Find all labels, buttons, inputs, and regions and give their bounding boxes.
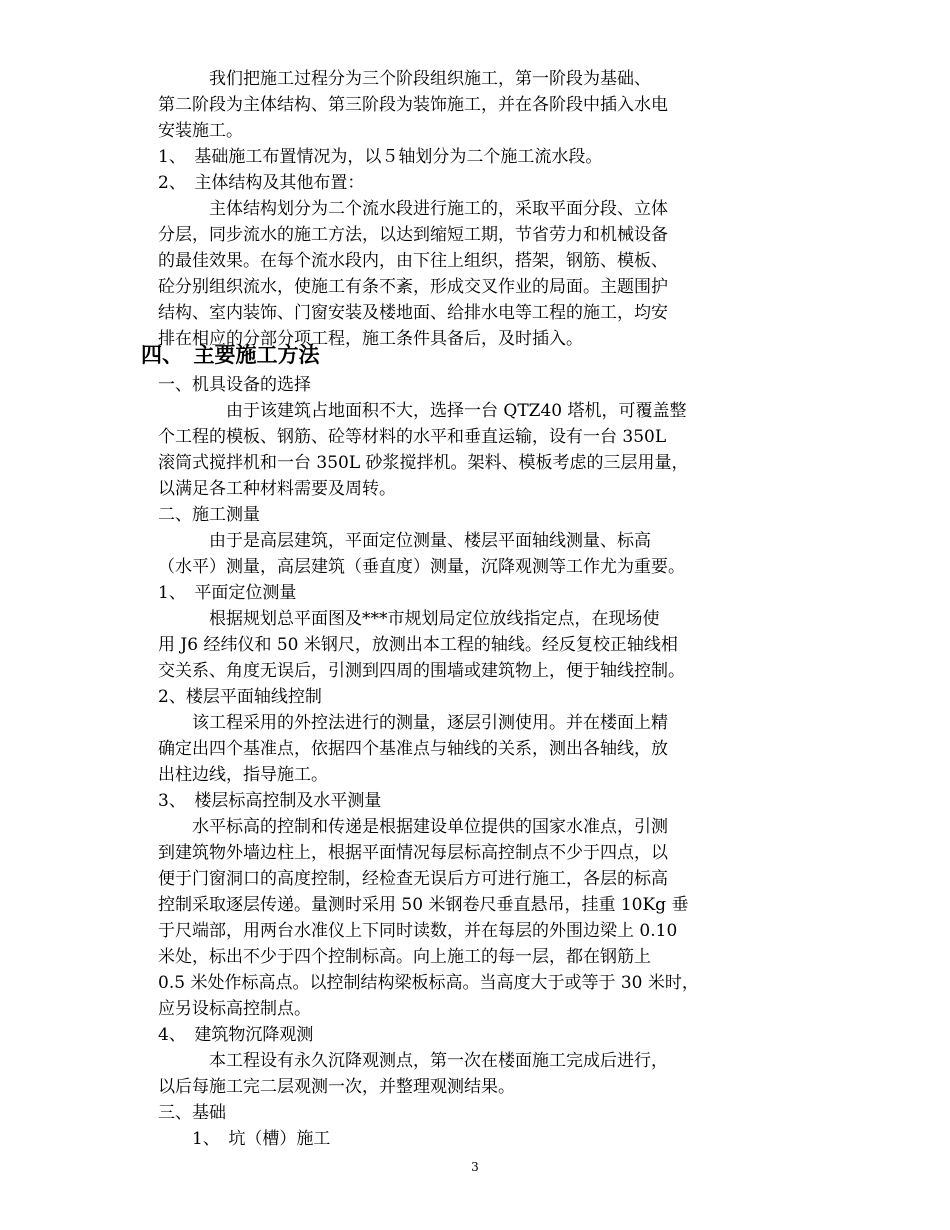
body-line: 该工程采用的外控法进行的测量，逐层引测使用。并在楼面上精 [158, 713, 668, 733]
body-line: 控制采取逐层传递。量测时采用 50 米钢卷尺垂直悬吊，挂重 10Kg 垂 [158, 895, 689, 915]
body-line: 由于是高层建筑，平面定位测量、楼层平面轴线测量、标高 [158, 531, 651, 551]
body-line: 二、施工测量 [158, 505, 260, 525]
body-line: 水平标高的控制和传递是根据建设单位提供的国家水准点，引测 [158, 817, 668, 837]
body-line: 便于门窗洞口的高度控制，经检查无误后方可进行施工，各层的标高 [158, 869, 668, 889]
body-line: 1、 平面定位测量 [158, 583, 297, 603]
body-line: 以后每施工完二层观测一次，并整理观测结果。 [158, 1077, 515, 1097]
body-line: 根据规划总平面图及***市规划局定位放线指定点，在现场使 [158, 609, 660, 629]
body-line: 1、 基础施工布置情况为，以５轴划分为二个施工流水段。 [158, 147, 603, 167]
body-line: 于尺端部，用两台水准仪上下同时读数，并在每层的外围边梁上 0.10 [158, 921, 678, 941]
body-line: 砼分别组织流水，使施工有条不紊，形成交叉作业的局面。主题围护 [158, 277, 668, 297]
body-line: 分层，同步流水的施工方法，以达到缩短工期，节省劳力和机械设备 [158, 225, 668, 245]
body-line: 结构、室内装饰、门窗安装及楼地面、给排水电等工程的施工，均安 [158, 303, 668, 323]
body-line: 2、楼层平面轴线控制 [158, 687, 322, 707]
body-line: 个工程的模板、钢筋、砼等材料的水平和垂直运输，设有一台 350L [158, 427, 667, 447]
body-line: 米处，标出不少于四个控制标高。向上施工的每一层，都在钢筋上 [158, 947, 651, 967]
body-line: 4、 建筑物沉降观测 [158, 1025, 314, 1045]
body-line: 到建筑物外墙边柱上，根据平面情况每层标高控制点不少于四点，以 [158, 843, 668, 863]
body-line: 一、机具设备的选择 [158, 375, 311, 395]
body-line: 安装施工。 [158, 121, 243, 141]
body-line: 主体结构划分为二个流水段进行施工的，采取平面分段、立体 [158, 199, 668, 219]
body-line: 2、 主体结构及其他布置： [158, 173, 365, 193]
body-line: 第二阶段为主体结构、第三阶段为装饰施工，并在各阶段中插入水电 [158, 95, 668, 115]
body-line: 我们把施工过程分为三个阶段组织施工，第一阶段为基础、 [158, 69, 651, 89]
section-heading: 四、 主要施工方法 [141, 343, 320, 367]
body-line: 排在相应的分部分项工程，施工条件具备后，及时插入。 [158, 329, 583, 349]
body-line: 确定出四个基准点，依据四个基准点与轴线的关系，测出各轴线，放 [158, 739, 668, 759]
body-line: 三、基础 [158, 1103, 226, 1123]
body-line: 由于该建筑占地面积不大，选择一台 QTZ40 塔机，可覆盖整 [158, 401, 687, 421]
body-line: 出柱边线，指导施工。 [158, 765, 328, 785]
page-number: 3 [471, 1160, 479, 1174]
body-line: 应另设标高控制点。 [158, 999, 311, 1019]
body-line: 以满足各工种材料需要及周转。 [158, 479, 396, 499]
body-line: 0.5 米处作标高点。以控制结构梁板标高。当高度大于或等于 30 米时， [158, 973, 699, 993]
body-line: 1、 坑（槽）施工 [158, 1129, 331, 1149]
body-line: 滚筒式搅拌机和一台 350L 砂浆搅拌机。架料、模板考虑的三层用量， [158, 453, 689, 473]
body-line: 的最佳效果。在每个流水段内，由下往上组织，搭架，钢筋、模板、 [158, 251, 668, 271]
body-line: 交关系、角度无误后，引测到四周的围墙或建筑物上，便于轴线控制。 [158, 661, 685, 681]
body-line: 用 J6 经纬仪和 50 米钢尺，放测出本工程的轴线。经反复校正轴线相 [158, 635, 678, 655]
body-line: 3、 楼层标高控制及水平测量 [158, 791, 382, 811]
body-line: 本工程设有永久沉降观测点，第一次在楼面施工完成后进行， [158, 1051, 668, 1071]
body-line: （水平）测量，高层建筑（垂直度）测量，沉降观测等工作尤为重要。 [158, 557, 685, 577]
